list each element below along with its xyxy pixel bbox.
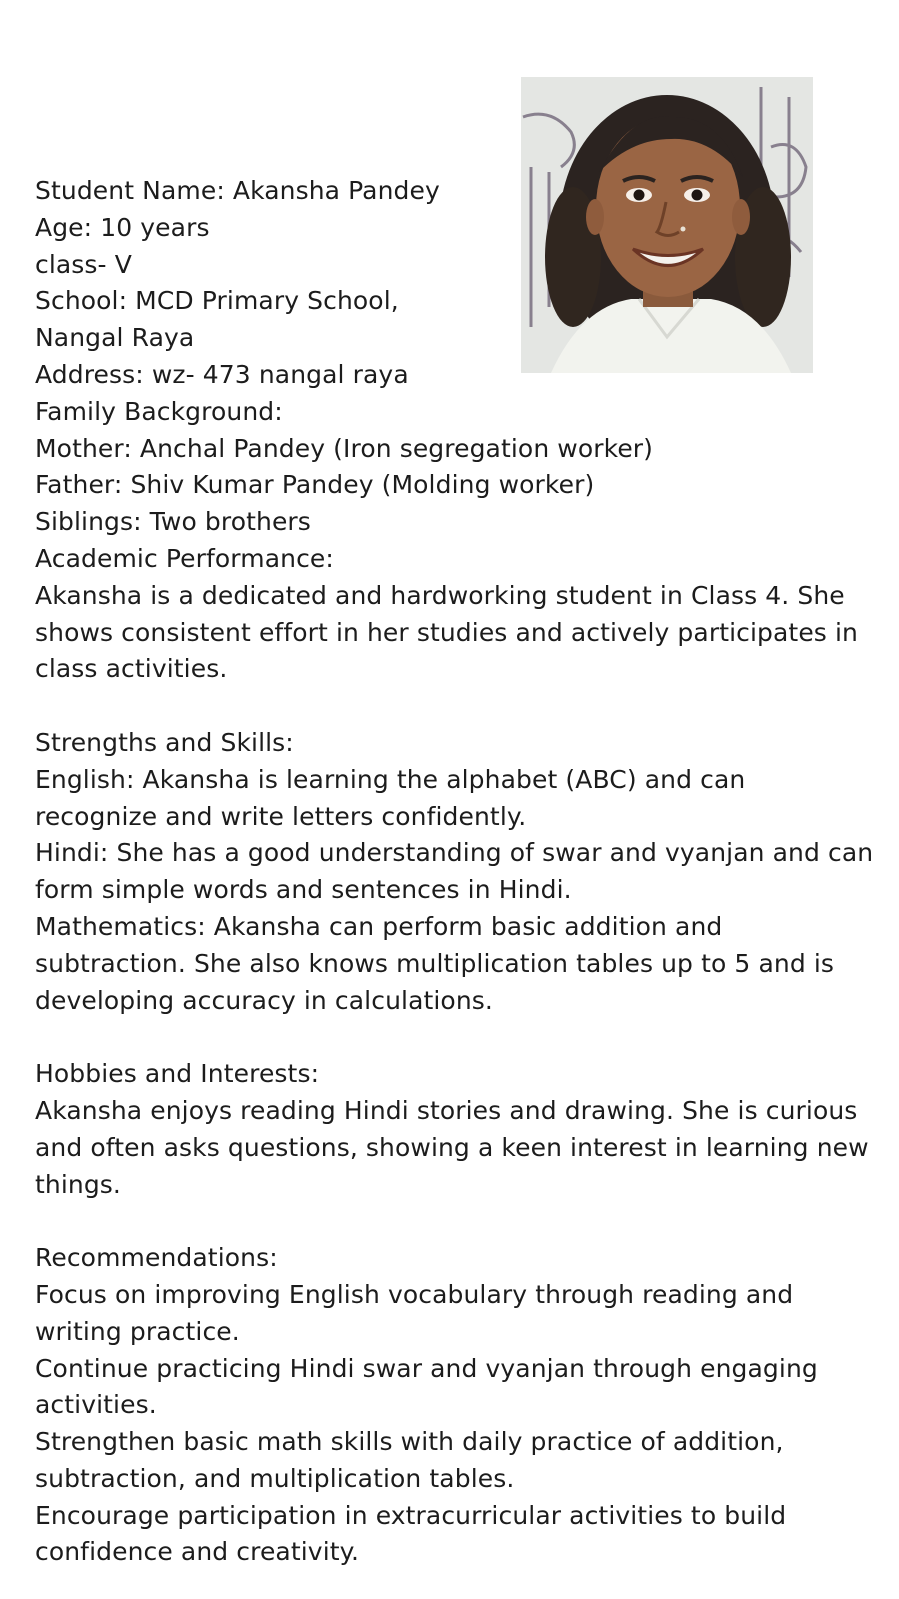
academic-heading: Academic Performance: (35, 543, 334, 573)
father: Father: Shiv Kumar Pandey (Molding worker) (35, 470, 595, 500)
hobbies-heading: Hobbies and Interests: (35, 1059, 320, 1089)
student-class: class- V (35, 249, 132, 279)
strength-english: English: Akansha is learning the alphabet (ABC) and can recognize and write letters confidently. (35, 764, 746, 831)
recommendation-item: Focus on improving English vocabulary through reading and writing practice. (35, 1279, 794, 1346)
recommendation-item: Encourage participation in extracurricular activities to build confidence and creativity. (35, 1500, 787, 1567)
school-line-1: School: MCD Primary School, (35, 286, 399, 316)
student-name: Student Name: Akansha Pandey (35, 176, 440, 205)
recommendation-item: Continue practicing Hindi swar and vyanjan through engaging activities. (35, 1353, 818, 1420)
spacer (35, 688, 875, 725)
hobbies-text: Akansha enjoys reading Hindi stories and drawing. She is curious and often asks questions, showing a keen interest in learning new things. (35, 1095, 869, 1199)
siblings: Siblings: Two brothers (35, 507, 311, 537)
strength-math: Mathematics: Akansha can perform basic addition and subtraction. She also knows multiplication tables up to 5 and is developing accuracy in calculations. (35, 911, 835, 1015)
strength-hindi: Hindi: She has a good understanding of swar and vyanjan and can form simple words and sentences in Hindi. (35, 838, 874, 905)
strengths-heading: Strengths and Skills: (35, 727, 294, 757)
academic-text: Akansha is a dedicated and hardworking student in Class 4. She shows consistent effort in her studies and actively participates in class activities. (35, 580, 858, 684)
mother: Mother: Anchal Pandey (Iron segregation worker) (35, 433, 654, 463)
student-age: Age: 10 years (35, 212, 210, 242)
address: Address: wz- 473 nangal raya (35, 359, 409, 389)
family-heading: Family Background: (35, 396, 283, 426)
school-line-2: Nangal Raya (35, 323, 195, 353)
profile-text (35, 173, 875, 1571)
spacer (35, 1019, 875, 1056)
recommendations-heading: Recommendations: (35, 1243, 278, 1273)
spacer (35, 1203, 875, 1240)
recommendation-item: Strengthen basic math skills with daily practice of addition, subtraction, and multiplication tables. (35, 1427, 784, 1493)
